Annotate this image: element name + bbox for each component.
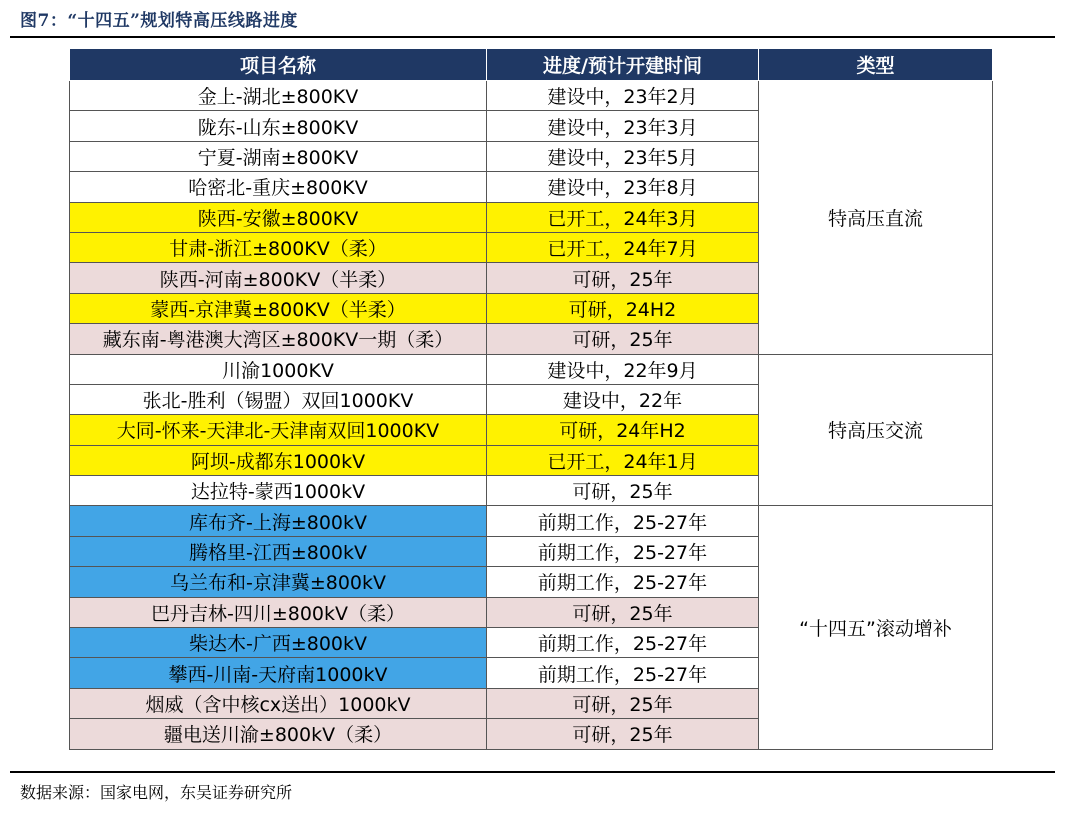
progress-cell: 建设中，23年2月: [487, 81, 759, 111]
progress-cell: 可研，25年: [487, 263, 759, 293]
type-cell: 特高压直流: [759, 81, 993, 355]
project-name-cell: 攀西-川南-天府南1000kV: [70, 658, 487, 688]
progress-cell: 已开工，24年1月: [487, 445, 759, 475]
project-name-cell: 巴丹吉林-四川±800kV（柔）: [70, 597, 487, 627]
project-name-cell: 藏东南-粤港澳大湾区±800KV一期（柔）: [70, 324, 487, 354]
project-name-cell: 甘肃-浙江±800KV（柔）: [70, 232, 487, 262]
progress-cell: 前期工作，25-27年: [487, 536, 759, 566]
progress-cell: 建设中，22年: [487, 384, 759, 414]
project-name-cell: 陕西-河南±800KV（半柔）: [70, 263, 487, 293]
progress-cell: 前期工作，25-27年: [487, 567, 759, 597]
progress-table: [69, 48, 993, 750]
progress-cell: 已开工，24年3月: [487, 202, 759, 232]
progress-cell: 可研，25年: [487, 324, 759, 354]
project-name-cell: 陕西-安徽±800KV: [70, 202, 487, 232]
project-name-cell: 宁夏-湖南±800KV: [70, 141, 487, 171]
table-header-row: [70, 49, 993, 81]
progress-cell: 可研，25年: [487, 688, 759, 718]
progress-cell: 建设中，23年8月: [487, 172, 759, 202]
project-name-cell: 张北-胜利（锡盟）双回1000KV: [70, 384, 487, 414]
project-name-cell: 达拉特-蒙西1000kV: [70, 476, 487, 506]
figure-title: 图7：“十四五”规划特高压线路进度: [20, 11, 298, 31]
project-name-cell: 烟威（含中核cx送出）1000kV: [70, 688, 487, 718]
header-type: 类型: [759, 49, 993, 81]
progress-cell: 前期工作，25-27年: [487, 658, 759, 688]
project-name-cell: 哈密北-重庆±800KV: [70, 172, 487, 202]
project-name-cell: 大同-怀来-天津北-天津南双回1000KV: [70, 415, 487, 445]
progress-cell: 建设中，23年3月: [487, 111, 759, 141]
progress-cell: 可研，24年H2: [487, 415, 759, 445]
top-rule: [10, 36, 1055, 38]
project-name-cell: 腾格里-江西±800kV: [70, 536, 487, 566]
header-project-name: 项目名称: [70, 49, 487, 81]
progress-cell: 建设中，22年9月: [487, 354, 759, 384]
source-note: 数据来源：国家电网，东吴证券研究所: [20, 783, 293, 802]
progress-cell: 前期工作，25-27年: [487, 628, 759, 658]
project-name-cell: 金上-湖北±800KV: [70, 81, 487, 111]
project-name-cell: 川渝1000KV: [70, 354, 487, 384]
progress-cell: 可研，25年: [487, 719, 759, 749]
table-row: [70, 354, 993, 384]
project-name-cell: 乌兰布和-京津冀±800kV: [70, 567, 487, 597]
table-row: [70, 506, 993, 536]
type-cell: “十四五”滚动增补: [759, 506, 993, 749]
bottom-rule: [10, 771, 1055, 773]
type-cell: 特高压交流: [759, 354, 993, 506]
progress-cell: 可研，24H2: [487, 293, 759, 323]
progress-cell: 建设中，23年5月: [487, 141, 759, 171]
project-name-cell: 柴达木-广西±800kV: [70, 628, 487, 658]
table-body: [70, 81, 993, 750]
project-name-cell: 库布齐-上海±800kV: [70, 506, 487, 536]
progress-cell: 已开工，24年7月: [487, 232, 759, 262]
project-name-cell: 陇东-山东±800KV: [70, 111, 487, 141]
project-name-cell: 阿坝-成都东1000kV: [70, 445, 487, 475]
progress-cell: 可研，25年: [487, 476, 759, 506]
progress-cell: 可研，25年: [487, 597, 759, 627]
table-row: [70, 81, 993, 111]
project-name-cell: 蒙西-京津冀±800KV（半柔）: [70, 293, 487, 323]
header-progress: 进度/预计开建时间: [487, 49, 759, 81]
project-name-cell: 疆电送川渝±800kV（柔）: [70, 719, 487, 749]
progress-cell: 前期工作，25-27年: [487, 506, 759, 536]
